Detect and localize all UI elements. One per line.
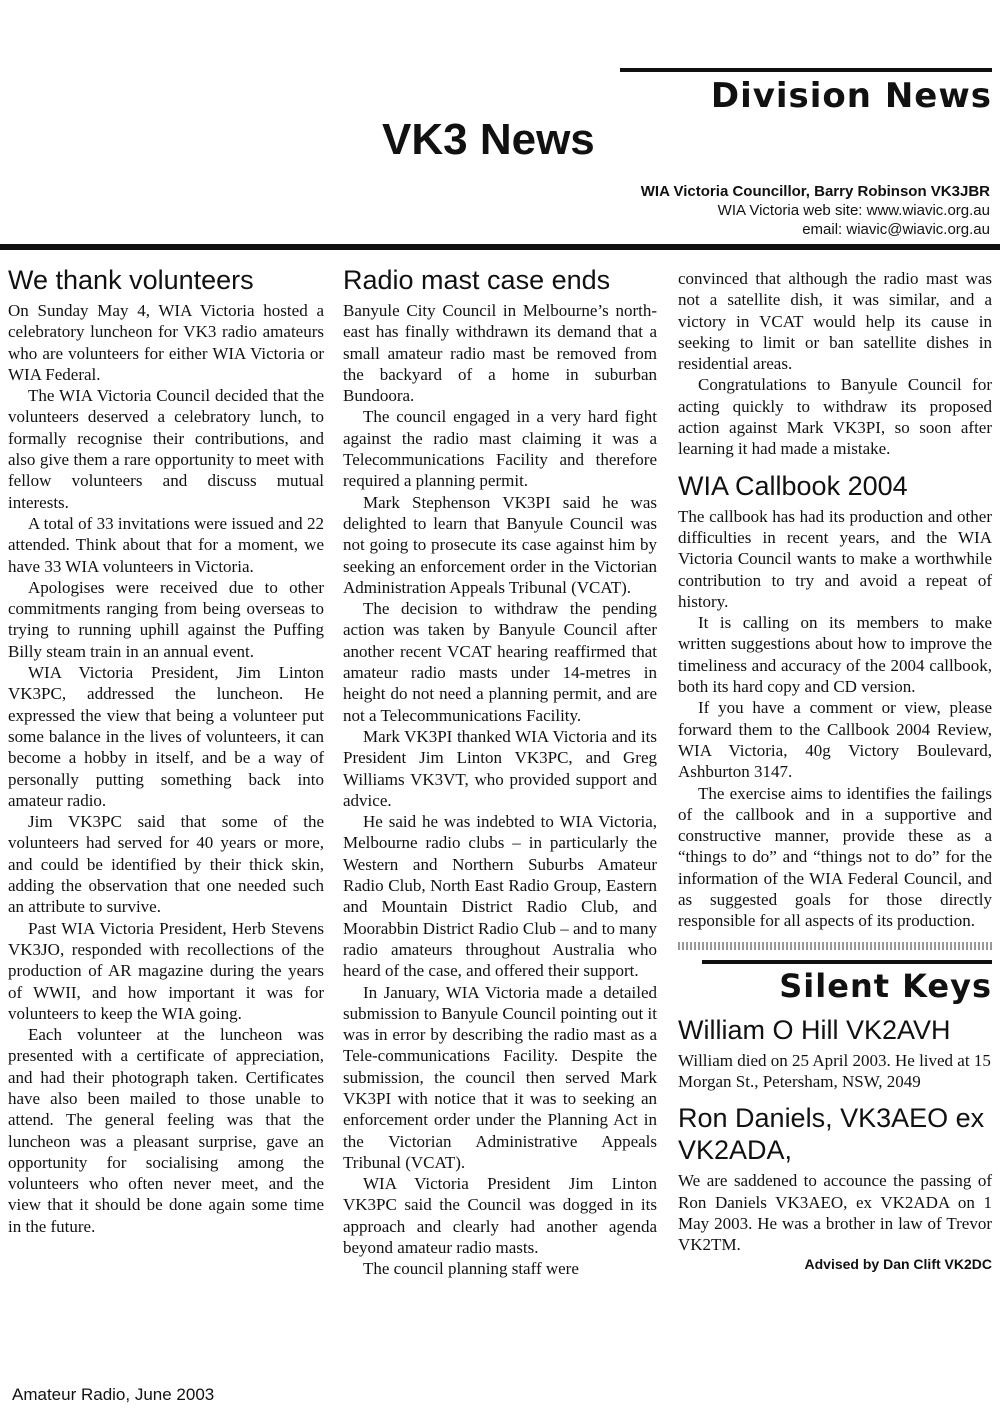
header-rule xyxy=(0,244,1000,250)
column-3 xyxy=(678,268,992,1273)
byline-email: email: wiavic@wiavic.org.au xyxy=(802,221,990,238)
article-paragraph: Congratulations to Banyule Council for acting quickly to withdraw its proposed action against Mark VK3PI, so soon after learning it had made a mistake. xyxy=(678,375,992,459)
article-paragraph: A total of 33 invitations were issued and 22 attended. Think about that for a moment, we have 33 WIA volunteers in Victoria. xyxy=(8,513,324,576)
silent-keys-banner: Silent Keys xyxy=(702,960,992,1006)
section-banner: Division News xyxy=(620,68,992,116)
column-1 xyxy=(8,264,324,1237)
article-paragraph: On Sunday May 4, WIA Victoria hosted a celebratory luncheon for VK3 radio amateurs who are volunteers for either WIA Victoria or WIA Federal. xyxy=(8,301,324,384)
article-heading-volunteers: We thank volunteers xyxy=(8,265,254,295)
article-paragraph: Mark VK3PI thanked WIA Victoria and its President Jim Linton VK3PC, and Greg Williams VK3VT, who provided support and advice. xyxy=(343,726,657,810)
article-paragraph: WIA Victoria President Jim Linton VK3PC said the Council was dogged in its approach and clearly had another agenda beyond amateur radio masts. xyxy=(343,1174,657,1258)
article-paragraph: The council engaged in a very hard fight against the radio mast claiming it was a Telecommunications Facility and therefore required a planning permit. xyxy=(343,407,657,491)
article-paragraph: The WIA Victoria Council decided that the volunteers deserved a celebratory lunch, to formally recognise their contributions, and also give them a rare opportunity to meet with fellow volunteers and discuss mutual interests. xyxy=(8,386,324,512)
article-paragraph: The exercise aims to identifies the failings of the callbook and in a supportive and constructive manner, provide these as a “things to do” and “things not to do” for the information of the WIA Federal Council, and as suggested goals for those directly responsible for all aspects of its production. xyxy=(678,783,992,931)
article-paragraph: The callbook has had its production and other difficulties in recent years, and the WIA Victoria Council wants to make a worthwhile contribution to try and avoid a repeat of history. xyxy=(678,506,992,611)
obituary-heading-daniels: Ron Daniels, VK3AEO ex VK2ADA, xyxy=(678,1103,985,1166)
article-paragraph: In January, WIA Victoria made a detailed submission to Banyule Council pointing out it was in error by describing the radio mast as a Tele-communications Facility. Despite the submission, the council then served Mark VK3PI with notice that it was to seeking an enforcement order under the Planning Act in the Victorian Administrative Appeals Tribunal (VCAT). xyxy=(343,982,657,1172)
byline-website: WIA Victoria web site: www.wiavic.org.au xyxy=(717,202,990,219)
article-paragraph: The council planning staff were xyxy=(363,1259,579,1279)
article-paragraph: WIA Victoria President, Jim Linton VK3PC, addressed the luncheon. He expressed the view that being a volunteer put some balance in the lives of volunteers, it can become a hobby in itself, and be a way of personally putting something back into amateur radio. xyxy=(8,663,324,810)
article-paragraph: convinced that although the radio mast was not a satellite dish, it was similar, and a victory in VCAT would help its cause in seeking to limit or ban satellite dishes in residential areas. xyxy=(678,269,992,374)
page-title: VK3 News xyxy=(382,115,595,164)
article-paragraph: Jim VK3PC said that some of the volunteers had served for 40 years or more, and could be identified by their thick skin, adding the observation that one needed such an attribute to survive. xyxy=(8,812,324,917)
article-paragraph: The decision to withdraw the pending action was taken by Banyule Council after another recent VCAT hearing reaffirmed that amateur radio masts under 14-metres in height do not need a planning permit, and are not a Telecommunications Facility. xyxy=(343,599,657,725)
footer-publication: Amateur Radio, June 2003 xyxy=(12,1385,215,1404)
article-paragraph: If you have a comment or view, please forward them to the Callbook 2004 Review, WIA Victoria, 40g Victory Boulevard, Ashburton 3147. xyxy=(678,698,992,782)
byline-author: WIA Victoria Councillor, Barry Robinson VK3JBR xyxy=(640,183,990,200)
article-paragraph: Banyule City Council in Melbourne’s north-east has finally withdrawn its demand that a small amateur radio mast be removed from the backyard of a home in suburban Bundoora. xyxy=(343,301,657,406)
article-paragraph: Past WIA Victoria President, Herb Stevens VK3JO, responded with recollections of the production of AR magazine during the years of WWII, and how important it was for volunteers to keep the WIA going. xyxy=(8,918,324,1023)
article-paragraph: Apologises were received due to other commitments ranging from being overseas to trying to running uphill against the Puffing Billy steam train in an annual event. xyxy=(8,577,324,661)
section-separator xyxy=(678,942,992,950)
article-paragraph: Each volunteer at the luncheon was presented with a certificate of appreciation, and had their photograph taken. Certificates have also been mailed to those unable to attend. The general feeling was that the luncheon was a pleasant surprise, gave an opportunity for socialising among the volunteers who often never meet, and the view that it should be done again some time in the future. xyxy=(8,1025,324,1236)
article-paragraph: It is calling on its members to make written suggestions about how to improve the timeliness and accuracy of the 2004 callbook, both its hard copy and CD version. xyxy=(678,613,992,697)
article-heading-callbook: WIA Callbook 2004 xyxy=(678,470,908,501)
obituary-credit: Advised by Dan Clift VK2DC xyxy=(804,1256,992,1273)
article-paragraph: He said he was indebted to WIA Victoria, Melbourne radio clubs – in particularly the Western and Northern Suburbs Amateur Radio Club, North East Radio Group, Eastern and Mountain District Radio Club, and Moorabbin District Radio Club – and to many radio amateurs throughout Australia who heard of the case, and offered their support. xyxy=(343,812,657,981)
obituary-text-daniels: We are saddened to accounce the passing of Ron Daniels VK3AEO, ex VK2ADA on 1 May 2003. He was a brother in law of Trevor VK2TM. xyxy=(678,1171,992,1255)
column-2 xyxy=(343,264,657,1280)
article-heading-radio-mast: Radio mast case ends xyxy=(343,265,611,295)
article-paragraph: Mark Stephenson VK3PI said he was delighted to learn that Banyule Council was not going to prosecute its case against him by seeking an enforcement order in the Victorian Administration Appeals Tribunal (VCAT). xyxy=(343,492,657,597)
byline-block xyxy=(641,182,990,239)
obituary-text-hill: William died on 25 April 2003. He lived at 15 Morgan St., Petersham, NSW, 2049 xyxy=(678,1050,991,1091)
obituary-heading-hill: William O Hill VK2AVH xyxy=(678,1014,951,1045)
